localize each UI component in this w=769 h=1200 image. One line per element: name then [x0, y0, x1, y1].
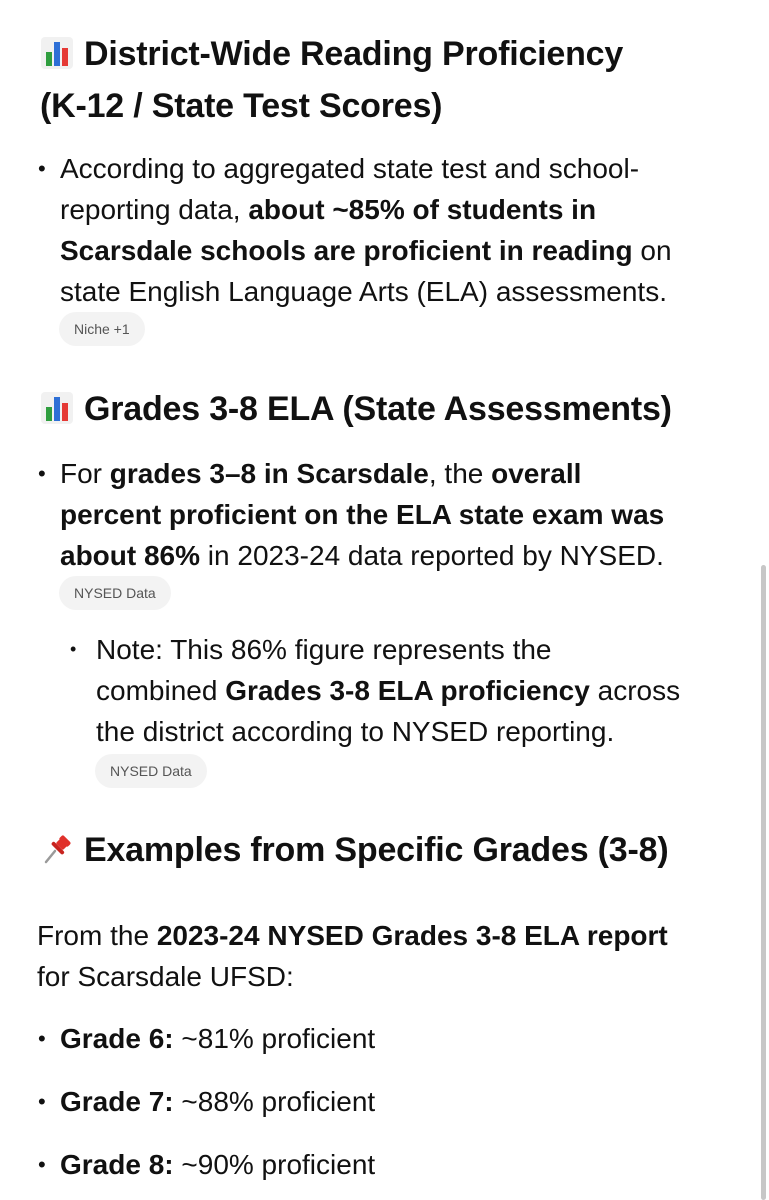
bold-segment: percent proficient on the ELA state exam was: [60, 499, 665, 530]
heading-text: [40, 386, 750, 438]
text-segment: , the: [428, 458, 492, 489]
grade-value: ~90% proficient: [173, 1149, 376, 1180]
bold-segment: 2023-24 NYSED Grades 3-8 ELA report: [156, 920, 668, 951]
grade-label: Grade 8:: [60, 1149, 174, 1180]
pushpin-icon: [40, 832, 74, 879]
heading-line-1: District-Wide Reading Proficiency: [84, 35, 624, 73]
bullet-dot: •: [38, 461, 46, 486]
bar-chart-icon: [40, 391, 74, 438]
bold-segment: Grades 3-8 ELA proficiency: [225, 675, 590, 706]
text-segment: across: [589, 675, 681, 706]
bullet-dot: •: [38, 1026, 46, 1051]
bold-segment: about ~85% of students in: [248, 194, 597, 225]
heading-text: [40, 827, 750, 879]
bold-segment: grades 3–8 in Scarsdale: [109, 458, 429, 489]
grade-value: ~88% proficient: [173, 1086, 376, 1117]
heading-title: Grades 3-8 ELA (State Assessments): [84, 390, 672, 428]
section-heading-district-wide: [40, 31, 750, 130]
bullet-dot: •: [38, 156, 46, 181]
text-segment: For: [60, 458, 110, 489]
bar-chart-icon: [40, 36, 74, 83]
text-segment: combined: [96, 675, 226, 706]
text-segment: for Scarsdale UFSD:: [37, 961, 294, 992]
bold-segment: Scarsdale schools are proficient in reading: [60, 235, 633, 266]
grade-list-item: [60, 1144, 375, 1185]
grade-list-item: [60, 1018, 375, 1059]
grade-label: Grade 6:: [60, 1023, 174, 1054]
grade-value: ~81% proficient: [173, 1023, 376, 1054]
bullet-dot: •: [38, 1089, 46, 1114]
text-segment: state English Language Arts (ELA) assessments.: [60, 276, 667, 307]
grade-label: Grade 7:: [60, 1086, 174, 1117]
text-segment: the district according to NYSED reporting.: [96, 716, 615, 747]
heading-text: [40, 31, 750, 130]
sub-bullet-paragraph-note: [96, 629, 756, 752]
bullet-dot: •: [38, 1152, 46, 1177]
scrollbar[interactable]: [761, 565, 766, 1200]
sub-bullet-dot: •: [70, 639, 77, 659]
text-segment: According to aggregated state test and school-: [60, 153, 640, 184]
section-heading-examples: [40, 827, 750, 879]
source-chip-nysed-note[interactable]: NYSED Data: [95, 754, 207, 788]
text-segment: From the: [37, 920, 157, 951]
source-chip-niche[interactable]: Niche +1: [59, 312, 145, 346]
text-segment: on: [632, 235, 672, 266]
bold-segment: about 86%: [60, 540, 201, 571]
text-segment: reporting data,: [60, 194, 249, 225]
source-chip-nysed[interactable]: NYSED Data: [59, 576, 171, 610]
grade-list-item: [60, 1081, 375, 1122]
heading-title: Examples from Specific Grades (3-8): [84, 831, 669, 869]
text-segment: in 2023-24 data reported by NYSED.: [200, 540, 664, 571]
section-heading-grades-3-8: [40, 386, 750, 438]
bullet-paragraph-district: [60, 148, 750, 312]
intro-paragraph: [37, 915, 757, 997]
bullet-paragraph-grades: [60, 453, 750, 576]
heading-line-2: (K-12 / State Test Scores): [40, 87, 443, 125]
bold-segment: overall: [491, 458, 582, 489]
text-segment: Note: This 86% figure represents the: [96, 634, 552, 665]
